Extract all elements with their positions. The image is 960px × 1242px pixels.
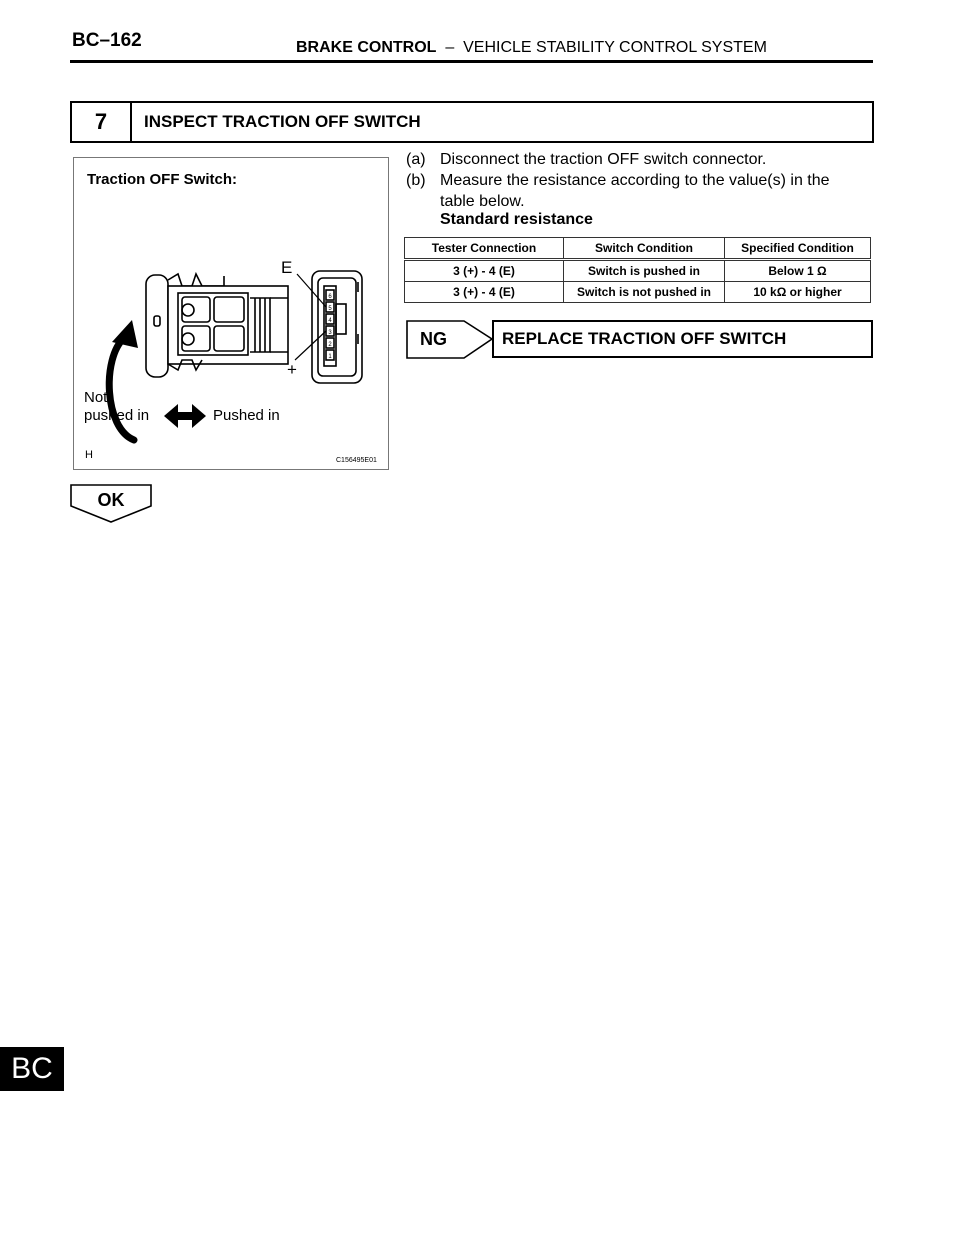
pin-2: 2 bbox=[328, 342, 332, 348]
switch-body-icon bbox=[146, 274, 288, 377]
instruction-b-text: Measure the resistance according to the value(s) in the bbox=[440, 172, 830, 189]
section-title bbox=[296, 39, 767, 57]
table-header: Specified Condition bbox=[725, 238, 871, 260]
instruction-b-label: (b) bbox=[406, 172, 426, 189]
instruction-b bbox=[406, 172, 830, 190]
pin-5: 5 bbox=[328, 306, 332, 312]
connector-icon bbox=[312, 271, 362, 383]
step-box bbox=[70, 101, 874, 143]
step-title: INSPECT TRACTION OFF SWITCH bbox=[144, 112, 421, 131]
label-e: E bbox=[281, 258, 293, 277]
page-number: BC–162 bbox=[72, 30, 142, 51]
table-cell: Switch is pushed in bbox=[564, 260, 725, 282]
ng-arrow-icon bbox=[406, 320, 494, 360]
pin-4: 4 bbox=[328, 318, 332, 324]
switch-diagram bbox=[74, 158, 388, 469]
table-cell: 3 (+) - 4 (E) bbox=[405, 260, 564, 282]
standard-resistance-heading: Standard resistance bbox=[440, 211, 593, 228]
table-header-row bbox=[405, 238, 871, 260]
ng-action-box bbox=[492, 320, 873, 358]
section-tab: BC bbox=[0, 1047, 64, 1091]
pin-1: 1 bbox=[328, 354, 332, 360]
instruction-a-text: Disconnect the traction OFF switch connector. bbox=[440, 151, 767, 168]
label-not-pushed-line2: pushed in bbox=[84, 407, 150, 424]
push-arrow-icon bbox=[109, 338, 134, 440]
section-title-bold: BRAKE CONTROL bbox=[296, 39, 437, 56]
label-plus: + bbox=[287, 360, 297, 379]
switch-figure bbox=[73, 157, 389, 470]
ng-action-text: REPLACE TRACTION OFF SWITCH bbox=[502, 329, 787, 348]
figure-code: C156495E01 bbox=[336, 457, 377, 464]
figure-corner-letter: H bbox=[85, 449, 93, 461]
ok-label: OK bbox=[97, 490, 125, 510]
section-title-rest: – VEHICLE STABILITY CONTROL SYSTEM bbox=[436, 39, 767, 56]
label-pushed-in: Pushed in bbox=[213, 407, 280, 424]
step-number: 7 bbox=[72, 103, 132, 141]
table-row bbox=[405, 282, 871, 303]
table-header: Tester Connection bbox=[405, 238, 564, 260]
figure-title: Traction OFF Switch: bbox=[87, 171, 238, 188]
double-arrow-icon bbox=[164, 404, 206, 428]
table-cell: 10 kΩ or higher bbox=[725, 282, 871, 303]
header-rule bbox=[70, 60, 873, 63]
table-header: Switch Condition bbox=[564, 238, 725, 260]
pin-6: 6 bbox=[328, 294, 332, 300]
instruction-a-label: (a) bbox=[406, 151, 426, 168]
pin-3: 3 bbox=[328, 330, 332, 336]
ok-arrow-icon bbox=[70, 484, 154, 524]
instruction-a bbox=[406, 151, 766, 169]
table-row bbox=[405, 260, 871, 282]
ng-label: NG bbox=[420, 329, 447, 349]
table-cell: Below 1 Ω bbox=[725, 260, 871, 282]
instruction-b-continued: table below. bbox=[440, 193, 525, 210]
table-cell: 3 (+) - 4 (E) bbox=[405, 282, 564, 303]
table-cell: Switch is not pushed in bbox=[564, 282, 725, 303]
spec-table bbox=[404, 237, 871, 303]
label-not-pushed-line1: Not bbox=[84, 389, 108, 406]
